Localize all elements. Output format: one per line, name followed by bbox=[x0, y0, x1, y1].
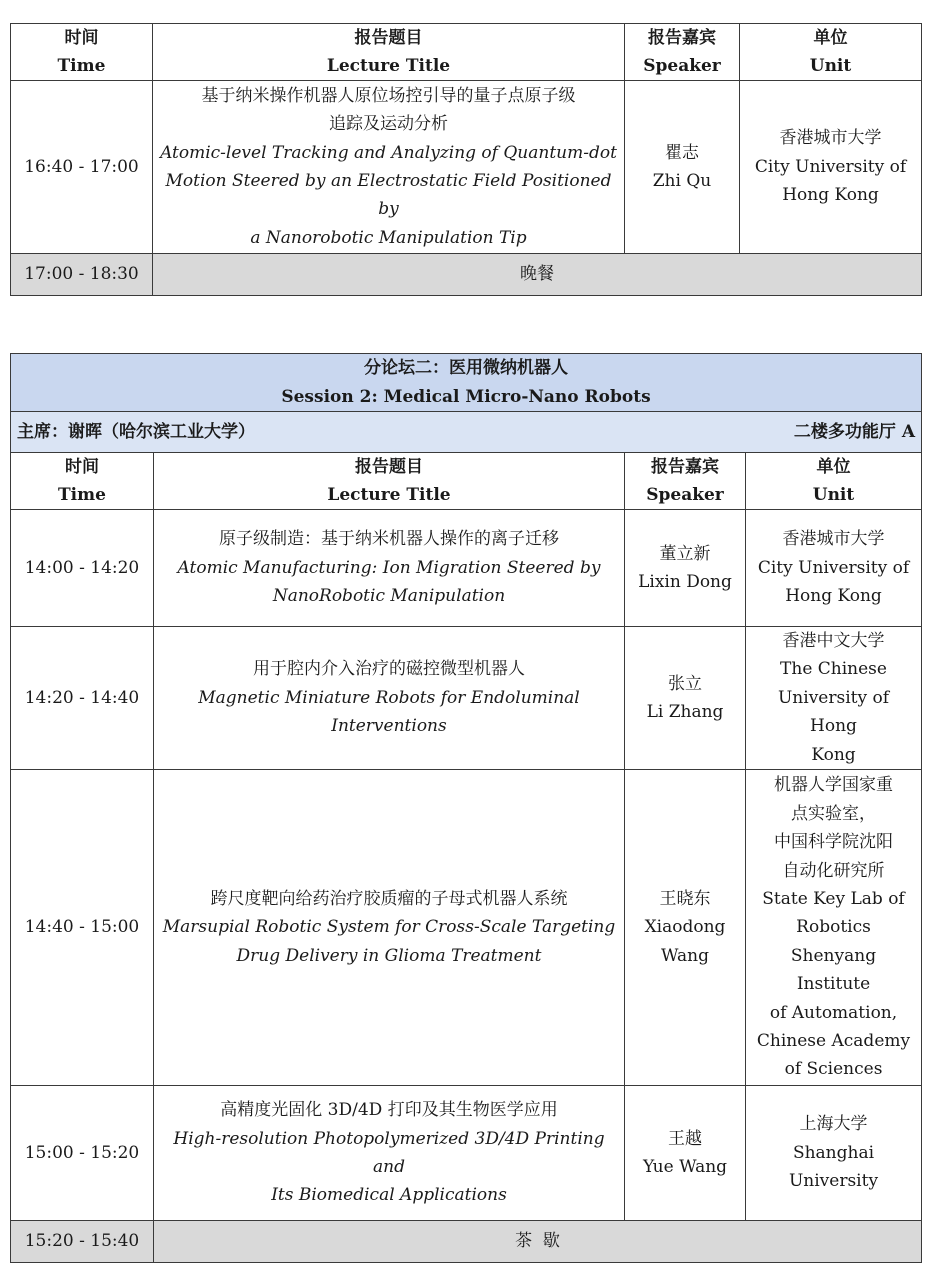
title-en-line: a Nanorobotic Manipulation Tip bbox=[250, 227, 527, 248]
session-chair: 主席：谢晖（哈尔滨工业大学） bbox=[17, 421, 255, 442]
session-title-cn: 分论坛二：医用微纳机器人 bbox=[364, 358, 568, 379]
break-time: 15:20 - 15:40 bbox=[11, 1221, 154, 1263]
speaker-cell: 瞿志 Zhi Qu bbox=[625, 81, 740, 254]
title-en-line: Motion Steered by an Electrostatic Field Positioned by bbox=[165, 171, 612, 220]
speaker-cell: 董立新 Lixin Dong bbox=[625, 510, 746, 627]
title-cn-line: 用于腔内介入治疗的磁控微型机器人 bbox=[253, 659, 525, 680]
header-time: 时间 Time bbox=[11, 453, 154, 510]
header-speaker: 报告嘉宾 Speaker bbox=[625, 453, 746, 510]
title-en-line: Its Biomedical Applications bbox=[271, 1185, 507, 1206]
speaker-cell: 王越 Yue Wang bbox=[625, 1086, 746, 1221]
chair-row bbox=[11, 412, 922, 453]
header-time: 时间 Time bbox=[11, 24, 153, 81]
title-cn-line: 高精度光固化 3D/4D 打印及其生物医学应用 bbox=[220, 1100, 558, 1121]
title-cn-line: 追踪及运动分析 bbox=[329, 114, 448, 135]
title-en-line: Interventions bbox=[331, 716, 447, 737]
title-cn-line: 跨尺度靶向给药治疗胶质瘤的子母式机器人系统 bbox=[210, 888, 568, 909]
unit-cell: 香港城市大学 City University of Hong Kong bbox=[740, 81, 922, 254]
session-room: 二楼多功能厅 A bbox=[793, 421, 916, 442]
unit-cell: 机器人学国家重 点实验室， 中国科学院沈阳 自动化研究所 State Key Lab of Robotics Shenyang Institute of Automation, Chinese Academy of Sciences bbox=[746, 770, 922, 1086]
schedule-table-2 bbox=[10, 353, 922, 1263]
break-label: 茶 歇 bbox=[154, 1221, 922, 1263]
time-cell: 16:40 - 17:00 bbox=[11, 81, 153, 254]
title-en-line: Marsupial Robotic System for Cross-Scale Targeting bbox=[162, 917, 616, 938]
title-cn-line: 原子级制造：基于纳米机器人操作的离子迁移 bbox=[219, 529, 559, 550]
break-row bbox=[11, 254, 922, 296]
table-row bbox=[11, 1086, 922, 1221]
unit-cell: 香港中文大学 The Chinese University of Hong Kong bbox=[746, 627, 922, 770]
time-cell: 14:20 - 14:40 bbox=[11, 627, 154, 770]
table-row bbox=[11, 770, 922, 1086]
title-cn-line: 基于纳米操作机器人原位场控引导的量子点原子级 bbox=[201, 85, 576, 106]
speaker-cell: 王晓东 Xiaodong Wang bbox=[625, 770, 746, 1086]
table-row bbox=[11, 81, 922, 254]
header-row bbox=[11, 453, 922, 510]
title-en-line: Atomic-level Tracking and Analyzing of Quantum-dot bbox=[160, 142, 617, 163]
header-title: 报告题目 Lecture Title bbox=[153, 24, 625, 81]
lecture-title-cell bbox=[154, 510, 625, 627]
title-en-line: High-resolution Photopolymerized 3D/4D Printing and bbox=[173, 1128, 605, 1178]
header-row bbox=[11, 24, 922, 81]
session-header bbox=[11, 354, 922, 412]
header-unit: 单位 Unit bbox=[740, 24, 922, 81]
lecture-title-cell bbox=[153, 81, 625, 254]
header-speaker: 报告嘉宾 Speaker bbox=[625, 24, 740, 81]
time-cell: 15:00 - 15:20 bbox=[11, 1086, 154, 1221]
session-title-en: Session 2: Medical Micro-Nano Robots bbox=[281, 386, 651, 407]
speaker-cell: 张立 Li Zhang bbox=[625, 627, 746, 770]
break-label: 晚餐 bbox=[153, 254, 922, 296]
header-title: 报告题目 Lecture Title bbox=[154, 453, 625, 510]
lecture-title-cell bbox=[154, 770, 625, 1086]
lecture-title-cell bbox=[154, 627, 625, 770]
break-time: 17:00 - 18:30 bbox=[11, 254, 153, 296]
title-en-line: Atomic Manufacturing: Ion Migration Steered by bbox=[177, 557, 601, 578]
title-en-line: Drug Delivery in Glioma Treatment bbox=[236, 945, 542, 966]
time-cell: 14:40 - 15:00 bbox=[11, 770, 154, 1086]
unit-cell: 上海大学 Shanghai University bbox=[746, 1086, 922, 1221]
title-en-line: Magnetic Miniature Robots for Endoluminal bbox=[198, 687, 580, 708]
schedule-table-1 bbox=[10, 23, 922, 296]
time-cell: 14:00 - 14:20 bbox=[11, 510, 154, 627]
unit-cell: 香港城市大学 City University of Hong Kong bbox=[746, 510, 922, 627]
break-row bbox=[11, 1221, 922, 1263]
header-unit: 单位 Unit bbox=[746, 453, 922, 510]
lecture-title-cell bbox=[154, 1086, 625, 1221]
table-row bbox=[11, 627, 922, 770]
table-row bbox=[11, 510, 922, 627]
title-en-line: NanoRobotic Manipulation bbox=[272, 586, 506, 607]
